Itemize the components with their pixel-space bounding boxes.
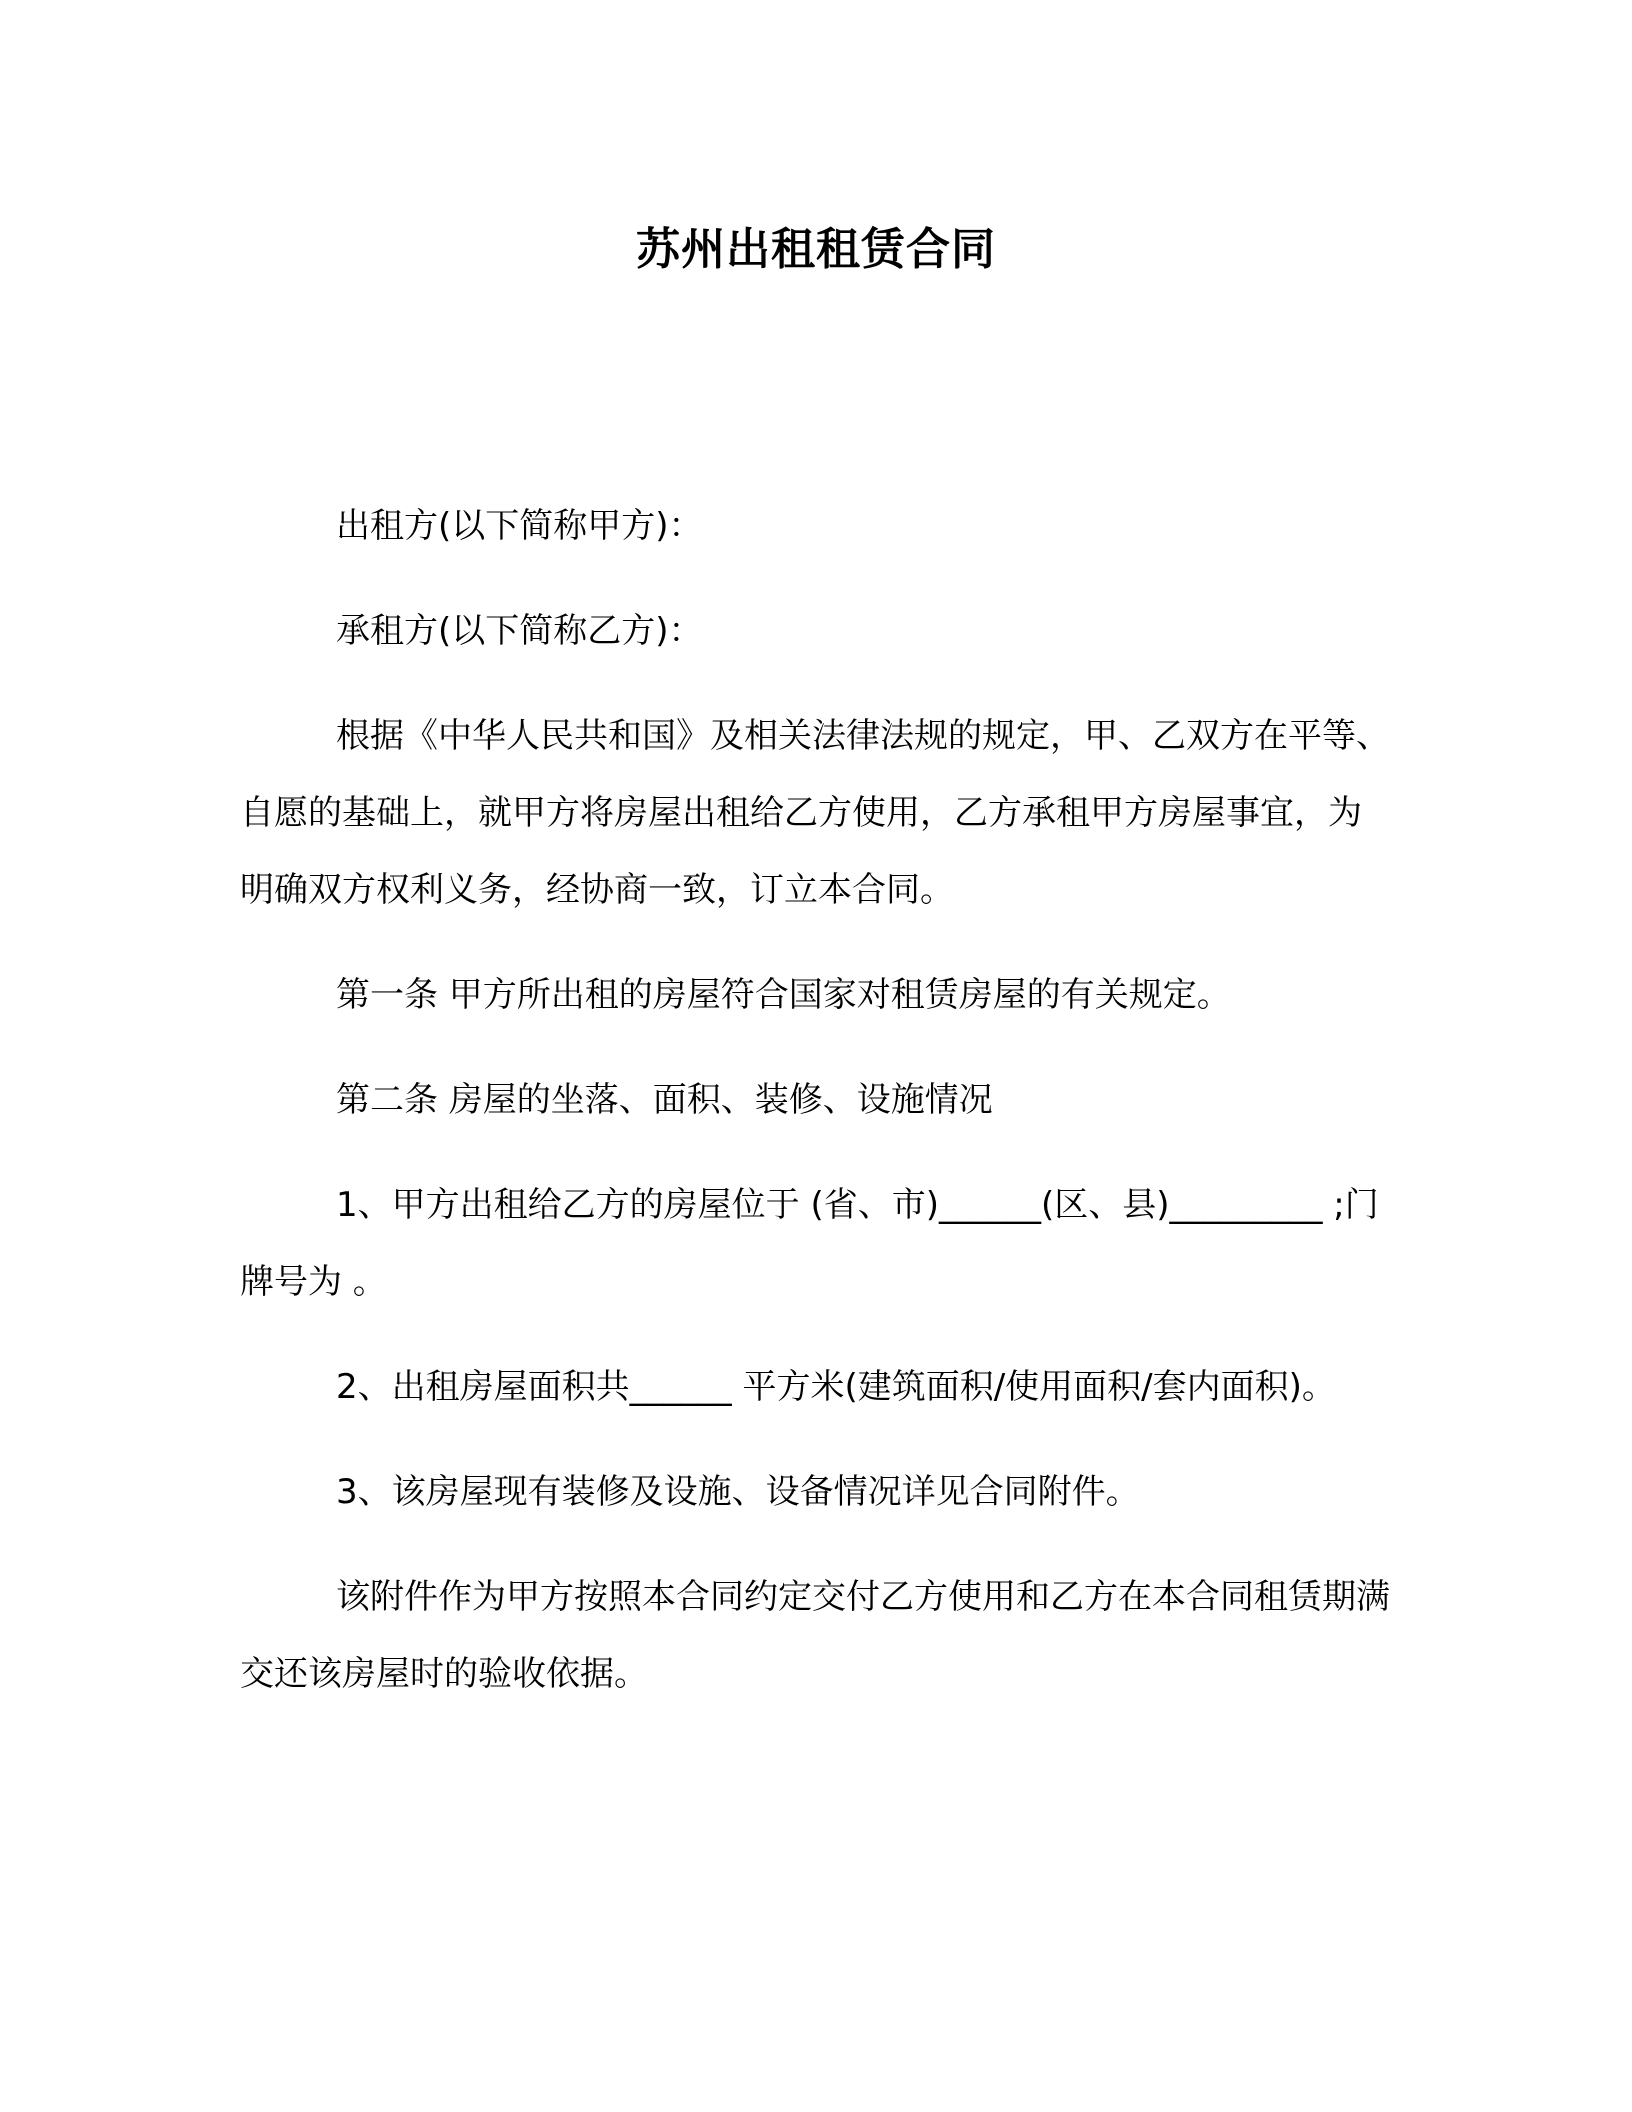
lessor-line: 出租方(以下简称甲方)： xyxy=(336,506,703,546)
attachment-paragraph: 该附件作为甲方按照本合同约定交付乙方使用和乙方在本合同租赁期满交还该房屋时的验收依据。 xyxy=(240,1577,1390,1694)
clause-area: 2、出租房屋面积共______ 平方米(建筑面积/使用面积/套内面积)。 xyxy=(336,1367,1336,1407)
clause-location: 1、甲方出租给乙方的房屋位于 (省、市)______(区、县)_________ ;门牌号为 。 xyxy=(240,1185,1379,1302)
article-one: 第一条 甲方所出租的房屋符合国家对租赁房屋的有关规定。 xyxy=(336,975,1231,1015)
article-two-heading: 第二条 房屋的坐落、面积、装修、设施情况 xyxy=(336,1080,993,1120)
lessee-line: 承租方(以下简称乙方)： xyxy=(336,611,703,651)
preamble-paragraph: 根据《中华人民共和国》及相关法律法规的规定，甲、乙双方在平等、自愿的基础上，就甲方将房屋出租给乙方使用，乙方承租甲方房屋事宜，为明确双方权利义务，经协商一致，订立本合同。 xyxy=(240,716,1390,910)
document-body xyxy=(240,488,1392,1741)
clause-facilities: 3、该房屋现有装修及设施、设备情况详见合同附件。 xyxy=(336,1472,1140,1512)
document-title: 苏州出租租赁合同 xyxy=(636,224,996,275)
